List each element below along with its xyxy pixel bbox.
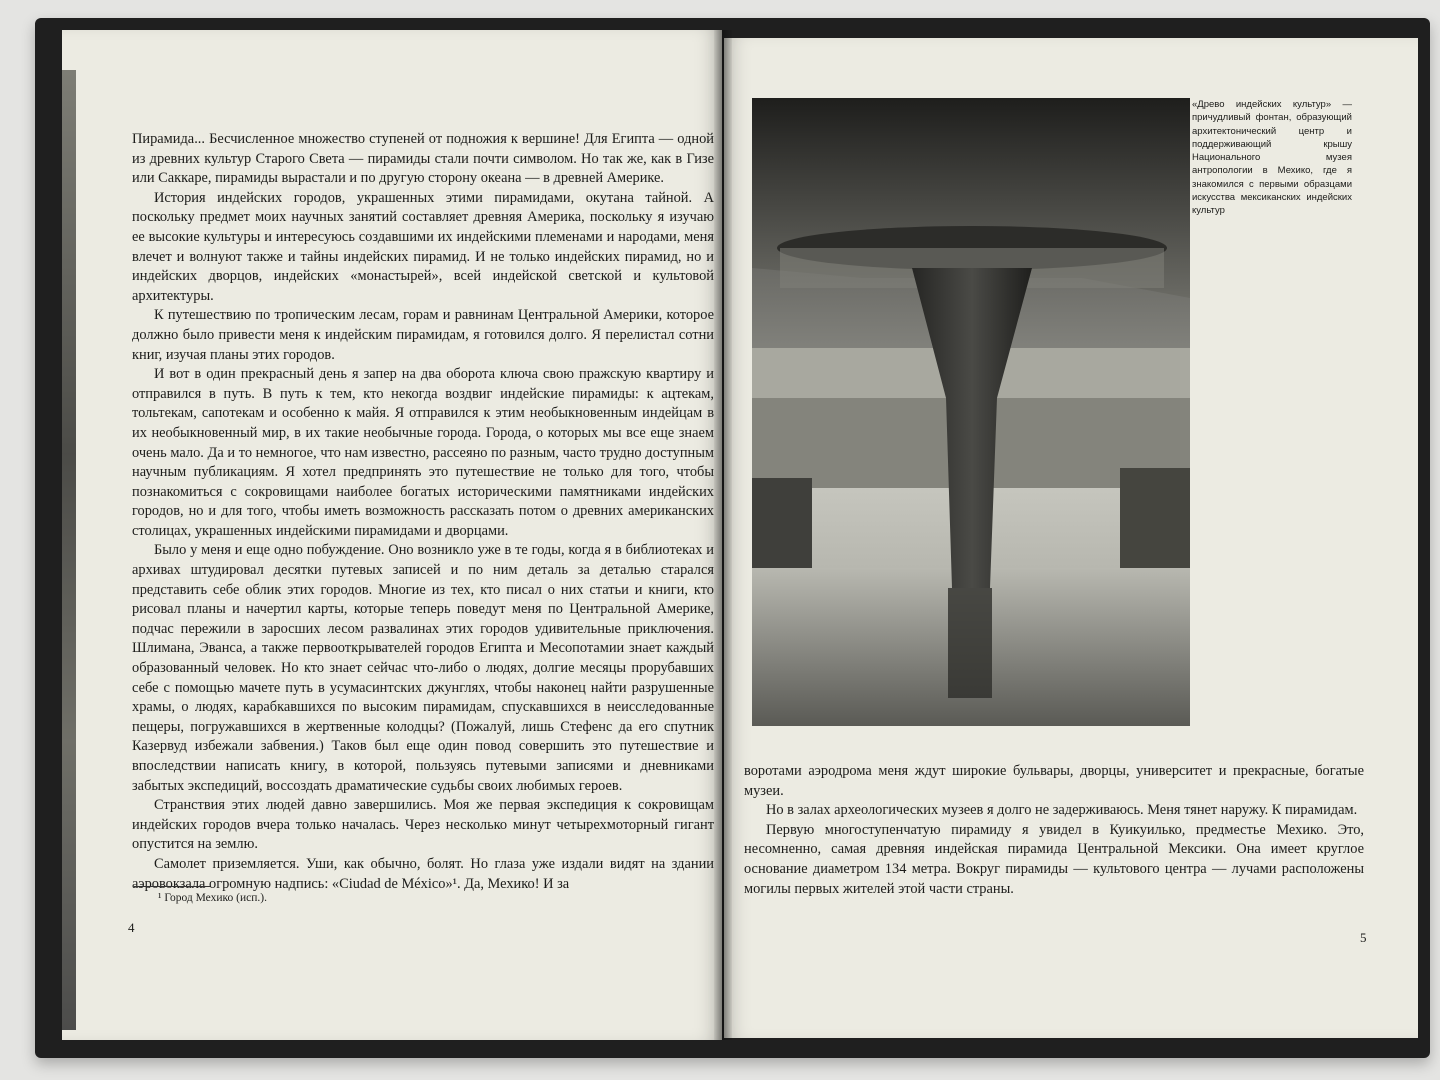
footnote: ¹ Город Мехико (исп.). (158, 892, 267, 904)
footnote-divider (134, 886, 210, 887)
paragraph: Но в залах археологических музеев я долго не задерживаюсь. Меня тянет наружу. К пирамидам. (766, 802, 1358, 819)
left-text-column (132, 130, 714, 894)
left-page (62, 30, 722, 1040)
book-spine (714, 30, 732, 1040)
paragraph: Странствия этих людей давно завершились. Моя же первая экспедиция к сокровищам индейских городов вчера только началась. Через несколько минут четырехмоторный гигант опустится на землю. (132, 797, 714, 853)
paragraph: Самолет приземляется. Уши, как обычно, болят. Но глаза уже издали видят на здании аэровокзала огромную надпись: «Ciudad de México»¹. Да, Мехико! И за (132, 855, 714, 892)
fountain-photo (752, 98, 1190, 726)
paragraph: Было у меня и еще одно побуждение. Оно возникло уже в те годы, когда я в библиотеках и архивах штудировал десятки путевых записей и по ним деталь за деталью старался представить себе облик этих городов. Многие из тех, кто писал о них статьи и книги, кто рисовал планы и начертил карты, которые теперь поведут меня по Центральной Америке, подчас пережили в заросших лесом развалинах этих городов удивительные приключения. Шлимана, Эванса, а также первооткрывателей городов Египта и Месопотамии знает каждый образованный человек. Но кто знает сейчас что-либо о людях, долгие месяцы прорубавших себе с помощью мачете путь в усумасинтских джунглях, чтобы наконец найти разрушенные храмы, о людях, карабкавшихся по высоким пирамидам, спускавшихся в неисследованные пещеры, погружавшихся в жертвенные колодцы? (Пожалуй, лишь Стефенс да его спутник Казервуд избежали забвения.) Таков был еще один повод совершить это путешествие и впоследствии написать книгу, в которой, пользуясь путевыми записями и дневниками забытых экспедиций, воссоздать драматические судьбы своих любимых героев. (132, 542, 714, 794)
right-page (724, 38, 1418, 1038)
paragraph: История индейских городов, украшенных этими пирамидами, окутана тайной. А поскольку предмет моих научных занятий составляет древняя Америка, поскольку я изучаю ее высокие культуры и интересуюсь создавшими их индейскими племенами и народами, меня влечет и волнуют также и тайны индейских пирамид. И не только индейских пирамид, но и индейских дворцов, индейских «монастырей», всей индейской светской и культовой архитектуры. (132, 189, 714, 304)
page-edge-shadow (62, 70, 76, 1030)
paragraph: И вот в один прекрасный день я запер на два оборота ключа свою пражскую квартиру и отправился в путь. В путь к тем, кто некогда воздвиг индейские пирамиды: к ацтекам, тольтекам, сапотекам и особенно к майя. Я отправился к этим необыкновенным индейцам в их необыкновенный мир, в их такие необычные города. Города, о которых мы все еще знаем очень мало. Да и то немногое, что нам известно, рассеяно по разным, часто трудно доступным научным публикациям. Я хотел предпринять это путешествие не только для того, чтобы познакомиться с сокровищами наиболее богатых историческими памятниками индейских городов, но и для того, чтобы иметь возможность рассказать потом о древних американских столицах, украшенных индейскими пирамидами и дворцами. (132, 366, 714, 539)
page-number: 5 (1360, 930, 1367, 945)
paragraph: Пирамида... Бесчисленное множество ступеней от подножия к вершине! Для Египта — одной из древних культур Старого Света — пирамиды стали почти символом. Но так же, как в Гизе или Саккаре, пирамиды вырастали и по другую сторону океана — в древней Америке. (132, 131, 714, 187)
fountain-photo-image (752, 98, 1190, 726)
right-text-column (744, 762, 1364, 899)
photo-caption: «Древо индейских культур» — причудливый фонтан, образующий архитектонический центр и поддерживающий крышу Национального музея антропологии в Мехико, где я знакомился с первыми образцами искусства мексиканских индейских культур (1192, 99, 1352, 217)
paragraph: К путешествию по тропическим лесам, горам и равнинам Центральной Америки, которое должно было привести меня к индейским пирамидам, я готовился долго. Я перелистал сотни книг, изучая планы этих городов. (132, 307, 714, 363)
paragraph: Первую многоступенчатую пирамиду я увидел в Куикуилько, предместье Мехико. Это, несомненно, самая древняя индейская пирамида Центральной Мексики. Она имеет круглое основание диаметром 134 метра. Вокруг пирамиды — культового центра — лучами расположены могилы первых жителей этой части страны. (744, 821, 1364, 897)
page-number: 4 (128, 920, 135, 935)
paragraph: воротами аэродрома меня ждут широкие бульвары, дворцы, университет и прекрасные, богатые музеи. (744, 763, 1364, 799)
